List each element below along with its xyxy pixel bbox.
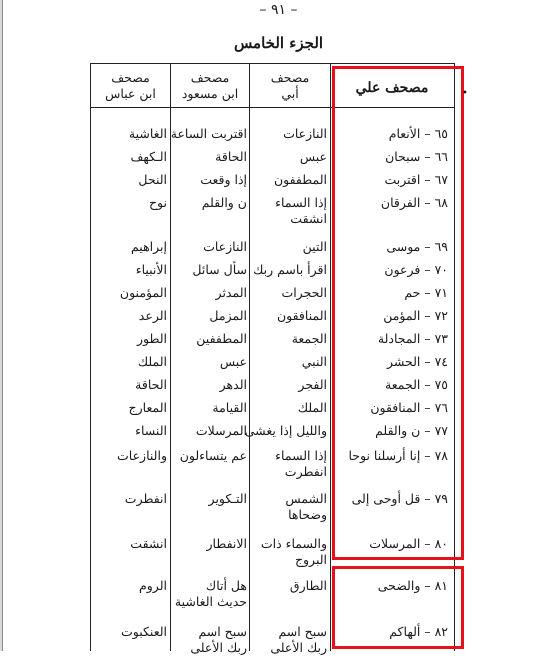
- abbas-entry: انشقت: [130, 536, 167, 551]
- highlight-box-rows-65-80: [332, 66, 464, 560]
- abbas-entry: انفطرت: [124, 491, 167, 506]
- part-title: الجزء الخامس: [233, 34, 324, 52]
- abbas-entry: النحل: [138, 172, 167, 187]
- header-mushaf-ali: مصحف علي: [355, 80, 429, 96]
- ali-entry: ٧٣ – المجادلة: [377, 331, 448, 346]
- ubayy-entry: الجمعة: [291, 331, 327, 346]
- abbas-entry: الغاشية: [128, 126, 167, 141]
- abbas-entry: النساء: [135, 423, 167, 438]
- masud-entry: الانفطار: [206, 536, 247, 551]
- table-left-border: [90, 63, 91, 651]
- ali-entry: ٧٨ – إنا أرسلنا نوحا: [348, 448, 448, 463]
- ubayy-entry: النازعات: [283, 126, 327, 141]
- abbas-entry: إبراهيم: [130, 239, 167, 254]
- masud-entry: سبح اسم: [198, 624, 247, 639]
- header-mushaf-ibn-abbas-line1: مصحف: [111, 70, 150, 85]
- masud-entry: سأل سائل: [192, 262, 247, 277]
- viewer-edge-line: [2, 0, 3, 651]
- masud-entry: الحاقة: [215, 149, 247, 164]
- masud-entry: الدهر: [219, 377, 247, 392]
- ubayy-entry: عبس: [299, 149, 327, 164]
- ubayy-entry: التين: [302, 239, 327, 254]
- header-mushaf-ibn-abbas-line2: ابن عباس: [105, 86, 156, 101]
- masud-entry: المطففين: [196, 331, 247, 346]
- abbas-entry: المؤمنون: [119, 285, 167, 300]
- masud-entry: ن والقلم: [201, 195, 247, 210]
- ali-entry: ٧١ – حم: [404, 285, 448, 300]
- ubayy-entry: انشقت: [290, 211, 327, 226]
- ali-entry: ٧٦ – المنافقون: [370, 400, 448, 415]
- masud-entry: المزمل: [209, 308, 247, 323]
- abbas-entry: الرعد: [138, 308, 167, 323]
- masud-entry: القيامة: [212, 400, 247, 415]
- column-divider-abbas-masud: [170, 63, 171, 651]
- header-mushaf-ubayy-line2: أبي: [281, 86, 299, 101]
- abbas-entry: الملك: [137, 354, 167, 369]
- ali-entry: ٦٨ – الفرقان: [380, 195, 448, 210]
- ali-entry: ٨٠ – المرسلات: [369, 536, 448, 551]
- ubayy-entry: المطففون: [273, 172, 327, 187]
- ali-entry: ٦٦ – سبحان: [385, 149, 448, 164]
- masud-entry: اقتربت الساعة: [170, 126, 247, 141]
- ubayy-entry: ربك الأعلى: [270, 640, 327, 655]
- ubayy-entry: انفطرت: [284, 464, 327, 479]
- ali-entry: ٧٧ – ن والقلم: [375, 423, 448, 438]
- ubayy-entry: والسماء ذات: [260, 536, 327, 551]
- abbas-entry: الـكهف: [130, 149, 167, 164]
- abbas-entry: الأنبياء: [135, 262, 167, 277]
- ubayy-entry: إذا السماء: [275, 195, 327, 210]
- ubayy-entry: الشمس: [285, 491, 327, 506]
- ubayy-entry: إذا السماء: [275, 448, 327, 463]
- header-mushaf-ibn-masud-line1: مصحف: [190, 70, 230, 85]
- ubayy-entry: النبي: [301, 354, 327, 369]
- ali-entry: ٧٢ – المؤمن: [383, 308, 448, 323]
- column-divider-masud-ubayy: [249, 63, 250, 651]
- ubayy-entry: البروج: [294, 552, 327, 567]
- masud-entry: التـكوير: [208, 491, 247, 506]
- margin-dot: •: [462, 88, 468, 99]
- masud-entry: عم يتساءلون: [179, 448, 247, 463]
- abbas-entry: نوح: [148, 195, 167, 210]
- ubayy-entry: وضحاها: [288, 507, 327, 522]
- abbas-entry: الطور: [136, 331, 167, 346]
- ali-entry: ٦٧ – اقتربت: [384, 172, 448, 187]
- highlight-box-rows-81-82: [332, 566, 464, 649]
- ali-entry: ٨٢ – ألهاكم: [389, 624, 448, 639]
- masud-entry: المدثر: [215, 285, 247, 300]
- masud-entry: المرسلات: [195, 423, 247, 438]
- column-divider-ubayy-ali: [330, 63, 331, 651]
- abbas-entry: الحاقة: [135, 377, 167, 392]
- ali-entry: ٧٥ – الجمعة: [385, 377, 448, 392]
- masud-entry: هل أتاك: [205, 578, 247, 593]
- header-mushaf-ubayy-line1: مصحف: [270, 70, 310, 85]
- header-mushaf-ibn-masud-line2: ابن مسعود: [181, 86, 239, 101]
- ubayy-entry: الفجر: [298, 377, 327, 392]
- ali-entry: ٧٩ – قل أوحى إلى: [351, 491, 448, 506]
- ali-entry: ٧٠ – فرعون: [384, 262, 448, 277]
- ali-entry: ٧٤ – الحشر: [386, 354, 448, 369]
- page-number: – ٩١ –: [259, 2, 298, 18]
- table-top-rule: [90, 63, 454, 64]
- ali-entry: ٨١ – والضحى: [377, 578, 448, 593]
- ubayy-entry: المنافقون: [276, 308, 327, 323]
- masud-entry: حديث الغاشية: [174, 594, 247, 609]
- ubayy-entry: والليل إذا يغشى: [244, 423, 327, 438]
- ubayy-entry: الطارق: [289, 578, 327, 593]
- ali-entry: ٦٩ – موسى: [386, 239, 448, 254]
- masud-entry: إذا وقعت: [200, 172, 247, 187]
- ubayy-entry: اقرأ باسم ربك: [253, 262, 327, 277]
- ubayy-entry: سبح اسم: [278, 624, 327, 639]
- abbas-entry: والنازعات: [117, 448, 167, 463]
- abbas-entry: الروم: [139, 578, 167, 593]
- masud-entry: عبس: [219, 354, 247, 369]
- abbas-entry: المعارج: [128, 400, 167, 415]
- ubayy-entry: الملك: [297, 400, 327, 415]
- masud-entry: ربك الأعلى: [190, 640, 247, 655]
- abbas-entry: العنكبوت: [121, 624, 167, 639]
- ubayy-entry: الحجرات: [281, 285, 327, 300]
- ali-entry: ٦٥ – الأنعام: [388, 126, 448, 141]
- masud-entry: النازعات: [203, 239, 247, 254]
